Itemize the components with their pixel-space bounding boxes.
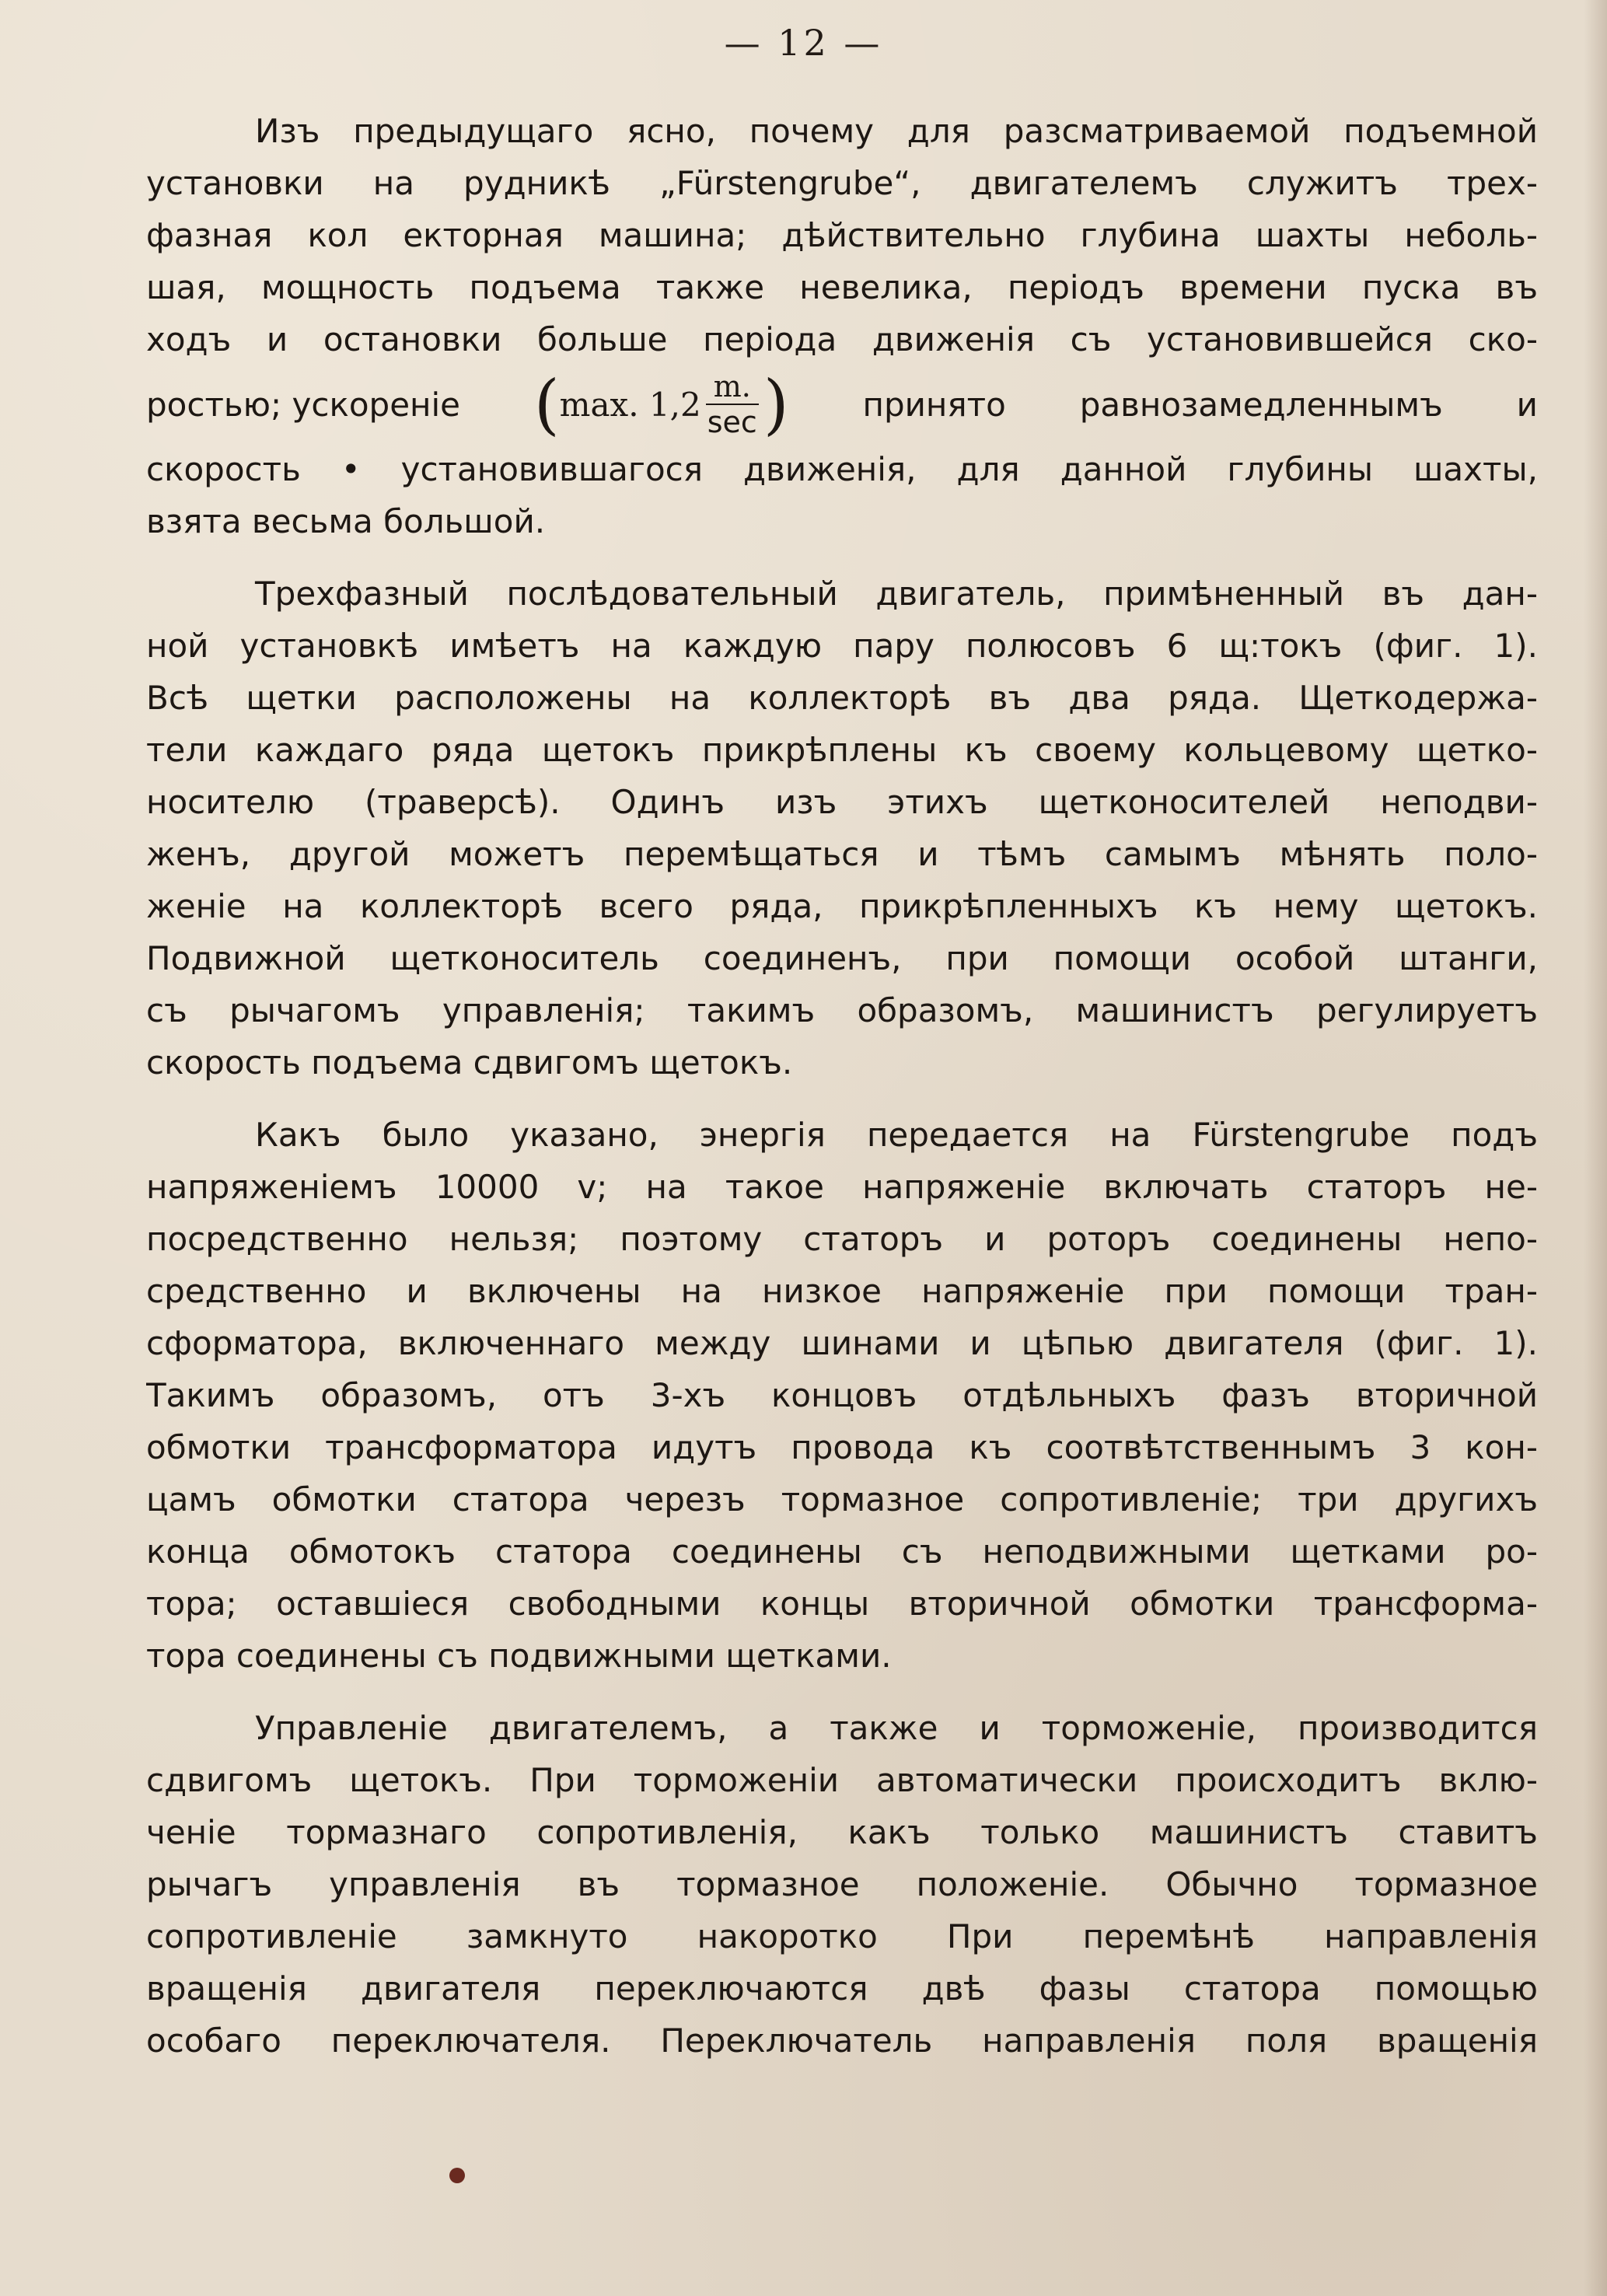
text-line: сдвигомъ щетокъ. При торможеніи автоматически происходитъ вклю- — [146, 1761, 1538, 1799]
right-paren: ) — [763, 366, 789, 442]
text-line: фазная кол екторная машина; дѣйствительно глубина шахты неболь- — [146, 216, 1538, 254]
fraction-numerator: m. — [706, 369, 759, 405]
acceleration-formula — [533, 366, 789, 442]
text-line: Подвижной щетконоситель соединенъ, при помощи особой штанги, — [146, 939, 1538, 977]
page-number: — 12 — — [724, 22, 883, 64]
text-line: напряженіемъ 10000 v; на такое напряженіе включать статоръ не- — [146, 1168, 1538, 1206]
text-line: тора; оставшіеся свободными концы вторичной обмотки трансформа- — [146, 1585, 1538, 1623]
page-edge-shadow — [1584, 0, 1607, 2296]
formula-tail-1: принято — [862, 385, 1006, 424]
formula-tail-2: равнозамедленнымъ — [1079, 385, 1443, 424]
text-line: Какъ было указано, энергія передается на Fürstengrube подъ — [255, 1116, 1538, 1154]
text-line: шая, мощность подъема также невелика, періодъ времени пуска въ — [146, 268, 1538, 306]
paragraph-2 — [146, 568, 1538, 1089]
text-line: съ рычагомъ управленія; такимъ образомъ, машинистъ регулируетъ — [146, 991, 1538, 1029]
text-line: женъ, другой можетъ перемѣщаться и тѣмъ самымъ мѣнять поло- — [146, 835, 1538, 873]
text-line: Трехфазный послѣдовательный двигатель, примѣненный въ дан- — [255, 575, 1538, 613]
text-line: цамъ обмотки статора черезъ тормазное сопротивленіе; три другихъ — [146, 1480, 1538, 1518]
text-line: установки на рудникѣ „Fürstengrube“, двигателемъ служитъ трех- — [146, 164, 1538, 202]
paragraph-gap — [146, 1089, 1538, 1109]
text-line: средственно и включены на низкое напряженіе при помощи тран- — [146, 1272, 1538, 1310]
paragraph-gap — [146, 547, 1538, 568]
text-line: ченіе тормазнаго сопротивленія, какъ только машинистъ ставитъ — [146, 1813, 1538, 1851]
text-line: Управленіе двигателемъ, а также и торможеніе, производится — [255, 1709, 1538, 1747]
text-line: конца обмотокъ статора соединены съ неподвижными щетками ро- — [146, 1532, 1538, 1571]
paragraph-4 — [146, 1702, 1538, 2067]
text-line: Такимъ образомъ, отъ 3-хъ концовъ отдѣльныхъ фазъ вторичной — [146, 1376, 1538, 1414]
text-line: скорость подъема сдвигомъ щетокъ. — [146, 1043, 793, 1082]
paragraph-gap — [146, 1682, 1538, 1702]
text-line: скорость • установившагося движенія, для данной глубины шахты, — [146, 450, 1538, 488]
text-line: сформатора, включеннаго между шинами и цѣпью двигателя (фиг. 1). — [146, 1324, 1538, 1362]
left-paren: ( — [533, 366, 560, 442]
text-line: тели каждаго ряда щетокъ прикрѣплены къ своему кольцевому щетко- — [146, 731, 1538, 769]
text-line: вращенія двигателя переключаются двѣ фазы статора помощью — [146, 1969, 1538, 2008]
text-line: Изъ предыдущаго ясно, почему для разсматриваемой подъемной — [255, 112, 1538, 150]
text-line: рычагъ управленія въ тормазное положеніе. Обычно тормазное — [146, 1865, 1538, 1903]
text-line: женіе на коллекторѣ всего ряда, прикрѣпленныхъ къ нему щетокъ. — [146, 887, 1538, 925]
formula-lead-text: ростью; ускореніе — [146, 385, 461, 424]
paragraph-1 — [146, 105, 1538, 547]
formula-tail-3: и — [1516, 385, 1538, 424]
ink-spot — [449, 2168, 465, 2183]
paragraph-3 — [146, 1109, 1538, 1682]
unit-fraction — [706, 369, 759, 439]
fraction-denominator: sec — [707, 405, 757, 439]
text-line: сопротивленіе замкнуто накоротко При перемѣнѣ направленія — [146, 1917, 1538, 1955]
text-line: тора соединены съ подвижными щетками. — [146, 1637, 892, 1675]
formula-prefix: max. 1,2 — [559, 385, 701, 424]
text-line: взята весьма большой. — [146, 502, 546, 540]
text-line: посредственно нельзя; поэтому статоръ и роторъ соединены непо- — [146, 1220, 1538, 1258]
body-text — [146, 105, 1538, 2067]
text-line: ходъ и остановки больше періода движенія съ установившейся ско- — [146, 320, 1538, 358]
text-line: особаго переключателя. Переключатель направленія поля вращенія — [146, 2022, 1538, 2060]
text-line: обмотки трансформатора идутъ провода къ соотвѣтственнымъ 3 кон- — [146, 1428, 1538, 1466]
text-line: Всѣ щетки расположены на коллекторѣ въ два ряда. Щеткодержа- — [146, 679, 1538, 717]
text-line: носителю (траверсѣ). Одинъ изъ этихъ щетконосителей неподви- — [146, 783, 1538, 821]
formula-line — [146, 365, 1538, 443]
text-line: ной установкѣ имѣетъ на каждую пару полюсовъ 6 щ:токъ (фиг. 1). — [146, 627, 1538, 665]
